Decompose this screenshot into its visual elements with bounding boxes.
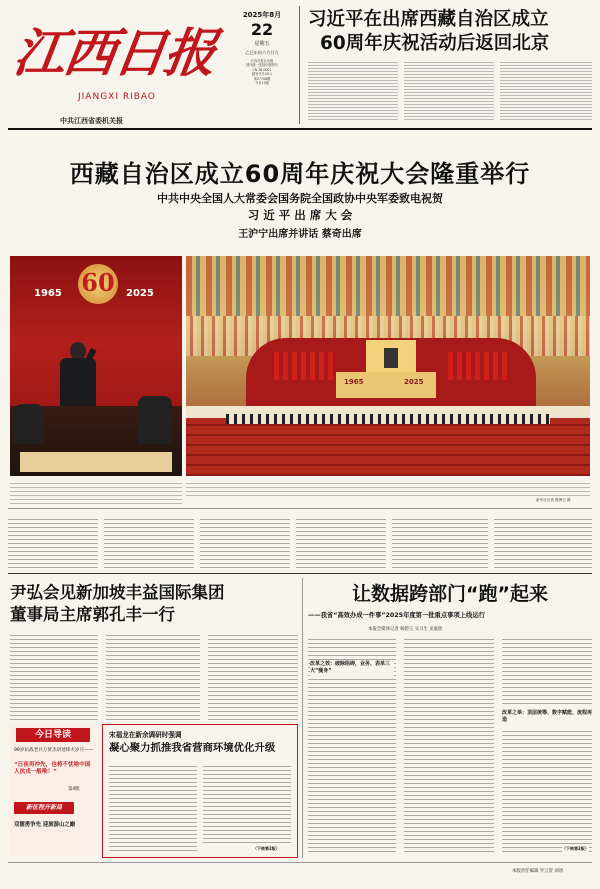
date-line: CN 36-0001 bbox=[252, 67, 272, 72]
left-story-body bbox=[10, 632, 298, 722]
main-subhead-1: 中共中央全国人大常委会国务院全国政协中央军委致电祝贺 bbox=[157, 192, 443, 205]
main-subhead-2: 习 近 平 出 席 大 会 bbox=[247, 208, 353, 222]
date-line: 第27708期 bbox=[253, 76, 271, 81]
right-story-subhead-2: 改革之效：破除阻碍，业务、表单三大“瘦身” bbox=[310, 660, 394, 676]
date-line: 江西日报社出版 bbox=[250, 59, 274, 63]
left-story-title-line1: 尹弘会见新加坡丰益国际集团 bbox=[10, 583, 225, 602]
masthead-org: 中共江西省委机关报 bbox=[60, 117, 123, 125]
top-headline bbox=[308, 8, 592, 56]
date-lines bbox=[230, 59, 294, 85]
masthead bbox=[8, 6, 592, 126]
boxed-story-kicker: 宋福龙在新余调研时强调 bbox=[109, 731, 182, 739]
photo-right-caption bbox=[186, 480, 590, 496]
boxed-story-title: 凝心聚力抓推我省营商环境优化升级 bbox=[109, 742, 276, 754]
index-item-2-title[interactable]: 双擂勇争先 迎旅游山之巅 bbox=[14, 822, 76, 828]
date-year-month: 2025年8月 bbox=[242, 11, 282, 19]
left-story-title-line2: 董事局主席郭孔丰一行 bbox=[10, 605, 175, 624]
masthead-title: 江西日报 bbox=[9, 23, 219, 84]
right-story-body bbox=[308, 636, 592, 856]
top-headline-line1: 习近平在出席西藏自治区成立 bbox=[308, 9, 549, 30]
logo-number: 60 bbox=[81, 268, 115, 297]
boxed-story-continued[interactable]: （下转第2版） bbox=[253, 846, 280, 851]
photo-credit: 新华社记者 殷博古 摄 bbox=[536, 498, 571, 502]
boxed-story bbox=[102, 724, 298, 858]
top-headline-body bbox=[308, 60, 592, 122]
index-item-1-page: 第4版 bbox=[68, 787, 80, 792]
date-lunar: 乙巳年闰六月廿九 bbox=[245, 50, 279, 55]
right-story-byline: 本报全媒体记者 杨碧玉 实习生 龙嘉欣 bbox=[368, 627, 443, 632]
main-story-body bbox=[8, 516, 592, 570]
date-day: 22 bbox=[250, 20, 274, 39]
date-line: 国内统一连续出版物号 bbox=[246, 63, 278, 68]
index-item-1-head[interactable]: 99岁抗战老兵万贤杰讲述烽火岁月—— bbox=[14, 748, 94, 753]
top-headline-line2: 60周年庆祝活动后返回北京 bbox=[320, 33, 550, 54]
date-weekday: 星期五 bbox=[254, 41, 270, 47]
logo-year-start: 1965 bbox=[34, 288, 62, 299]
right-story-subhead-1: 改革之举：顶层统筹、数字赋能、流程再造 bbox=[502, 710, 593, 723]
index-item-1-quote[interactable]: “日夜再冲先，也将不忧啥中国人抗戎一般唯！” bbox=[14, 762, 91, 776]
date-line: 今日12版 bbox=[255, 81, 269, 86]
right-story-title: 让数据跨部门“跑”起来 bbox=[352, 583, 548, 605]
date-block bbox=[230, 10, 294, 122]
logo-year-end: 2025 bbox=[126, 288, 154, 299]
anniversary-logo bbox=[34, 262, 160, 332]
date-line: 邮发代号43-1 bbox=[252, 72, 272, 77]
footer-editors: 本版责任编辑 罗云贺 刘谱 bbox=[512, 869, 564, 874]
right-story-subtitle: ——我省“高效办成一件事”2025年度第一批重点事项上线运行 bbox=[308, 612, 485, 619]
left-story-title bbox=[10, 582, 298, 626]
main-headline: 西藏自治区成立60周年庆祝大会隆重举行 bbox=[69, 160, 531, 188]
photo-left-caption bbox=[10, 480, 182, 504]
photo-left bbox=[10, 256, 182, 476]
main-subhead-3: 王沪宁出席并讲话 蔡奇出席 bbox=[238, 229, 362, 240]
stage-logo-year-end: 2025 bbox=[404, 378, 424, 386]
stage-logo-year-start: 1965 bbox=[344, 378, 364, 386]
masthead-pinyin: JIANGXI RIBAO bbox=[78, 92, 157, 102]
index-item-2-tag[interactable]: 新征程开新局 bbox=[14, 802, 74, 814]
index-panel bbox=[10, 726, 96, 856]
right-story-continued[interactable]: （下转第2版） bbox=[562, 846, 589, 851]
photo-right bbox=[186, 256, 590, 476]
index-title[interactable]: 今日导读 bbox=[16, 728, 90, 742]
